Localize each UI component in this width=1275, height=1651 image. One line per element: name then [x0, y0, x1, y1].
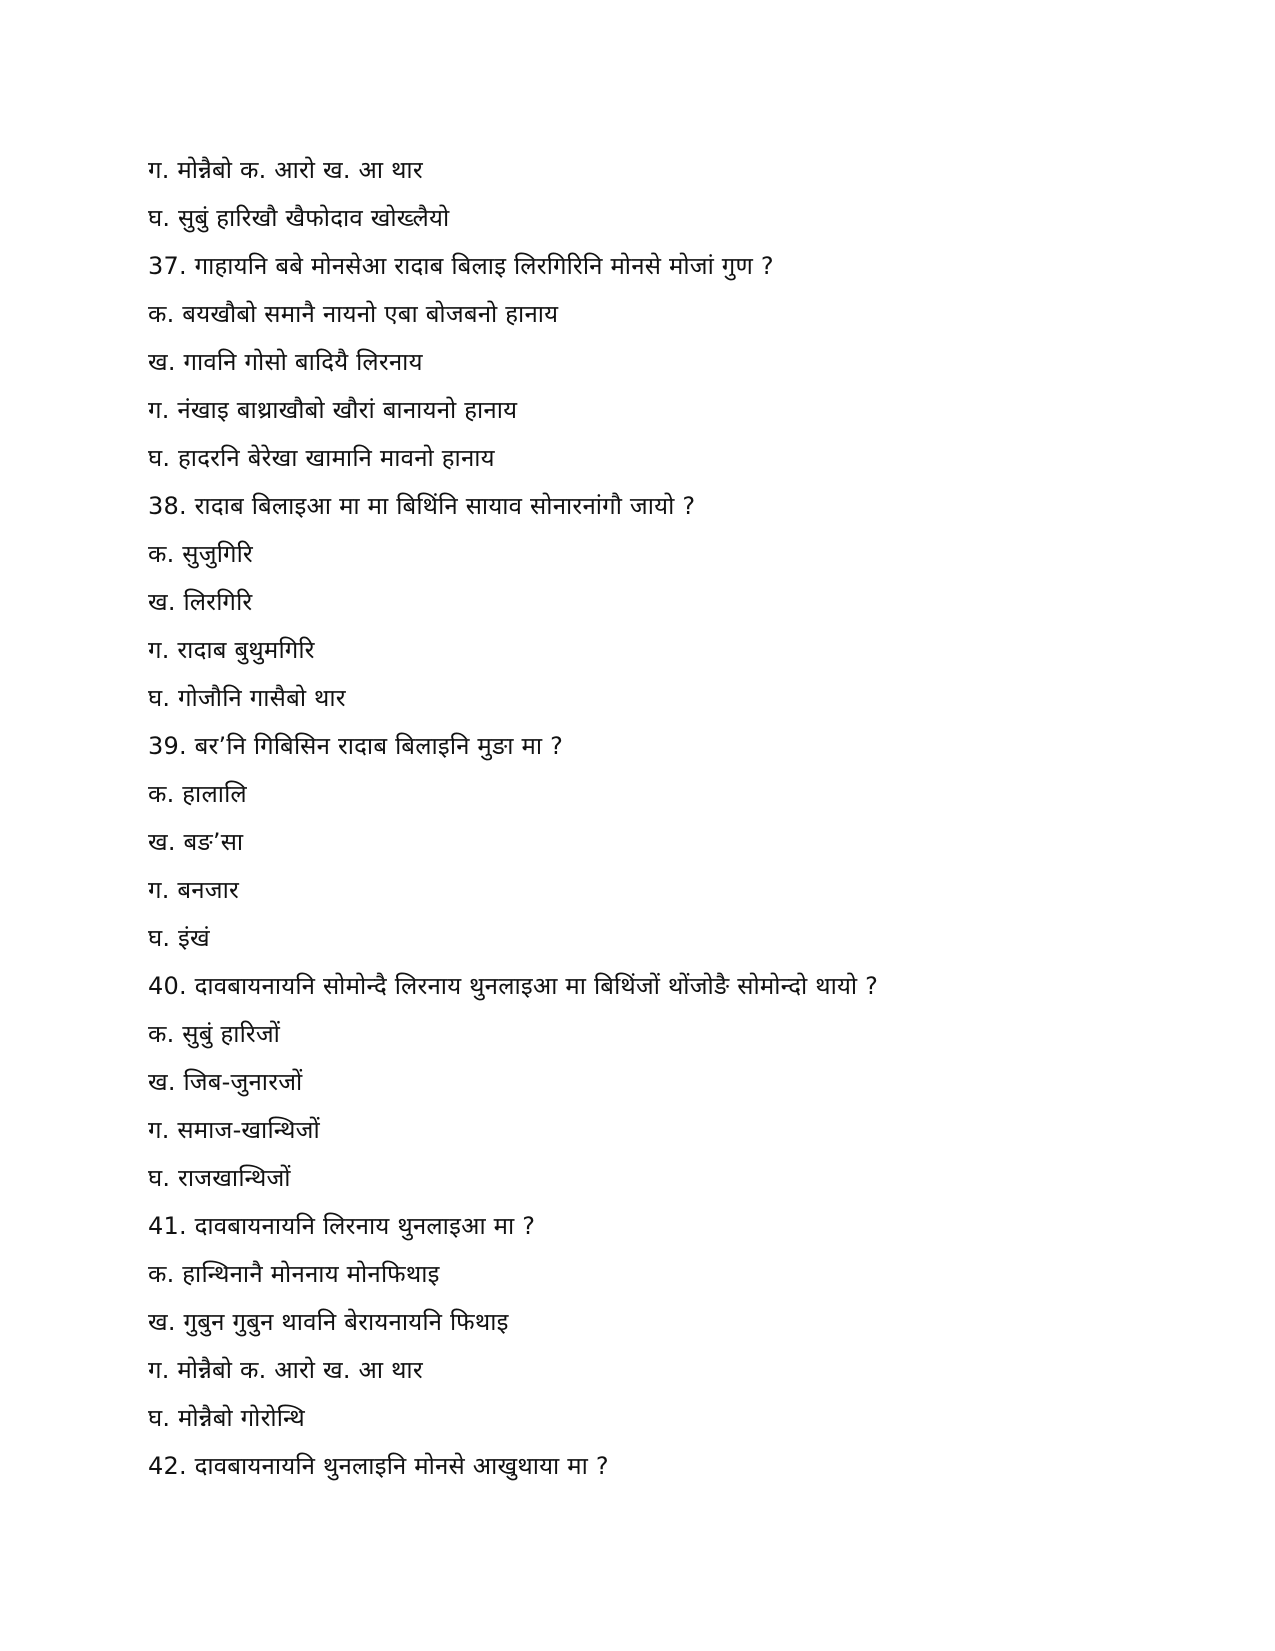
text-line-2: घ. सुबुं हारिखौ खैफोदाव खोख्लैयो [148, 204, 450, 232]
option-41-kha: ख. गुबुन गुबुन थावनि बेरायनायनि फिथाइ [148, 1308, 509, 1336]
option-40-gha: घ. राजखान्थिजों [148, 1164, 291, 1192]
question-41: 41. दावबायनायनि लिरनाय थुनलाइआ मा ? [148, 1212, 536, 1240]
option-37-ka: क. बयखौबो समानै नायनो एबा बोजबनो हानाय [148, 300, 559, 328]
option-39-ka: क. हालालि [148, 780, 247, 808]
question-38: 38. रादाब बिलाइआ मा मा बिथिंनि सायाव सोनारनांगौ जायो ? [148, 492, 696, 520]
option-38-gha: घ. गोजौनि गासैबो थार [148, 684, 346, 712]
question-list [148, 146, 1208, 1490]
option-39-kha: ख. बङ’सा [148, 828, 244, 856]
option-41-gha: घ. मोन्नैबो गोरोन्थि [148, 1404, 305, 1432]
option-38-kha: ख. लिरगिरि [148, 588, 253, 616]
question-42: 42. दावबायनायनि थुनलाइनि मोनसे आखुथाया मा ? [148, 1452, 609, 1480]
option-38-ga: ग. रादाब बुथुमगिरि [148, 636, 315, 664]
option-40-ga: ग. समाज-खान्थिजों [148, 1116, 320, 1144]
option-40-kha: ख. जिब-जुनारजों [148, 1068, 303, 1096]
question-40: 40. दावबायनायनि सोमोन्दै लिरनाय थुनलाइआ मा बिथिंजों थोंजोङै सोमोन्दो थायो ? [148, 972, 879, 1000]
question-37: 37. गाहायनि बबे मोनसेआ रादाब बिलाइ लिरगिरिनि मोनसे मोजां गुण ? [148, 252, 774, 280]
option-40-ka: क. सुबुं हारिजों [148, 1020, 281, 1048]
option-38-ka: क. सुजुगिरि [148, 540, 253, 568]
option-37-ga: ग. नंखाइ बाथ्राखौबो खौरां बानायनो हानाय [148, 396, 518, 424]
text-line-1: ग. मोन्नैबो क. आरो ख. आ थार [148, 156, 423, 184]
option-41-ka: क. हान्थिनानै मोननाय मोनफिथाइ [148, 1260, 440, 1288]
option-41-ga: ग. मोन्नैबो क. आरो ख. आ थार [148, 1356, 423, 1384]
option-37-gha: घ. हादरनि बेरेखा खामानि मावनो हानाय [148, 444, 495, 472]
option-39-gha: घ. इंखं [148, 924, 210, 952]
option-39-ga: ग. बनजार [148, 876, 240, 904]
option-37-kha: ख. गावनि गोसो बादियै लिरनाय [148, 348, 423, 376]
question-39: 39. बर’नि गिबिसिन रादाब बिलाइनि मुङा मा ? [148, 732, 564, 760]
